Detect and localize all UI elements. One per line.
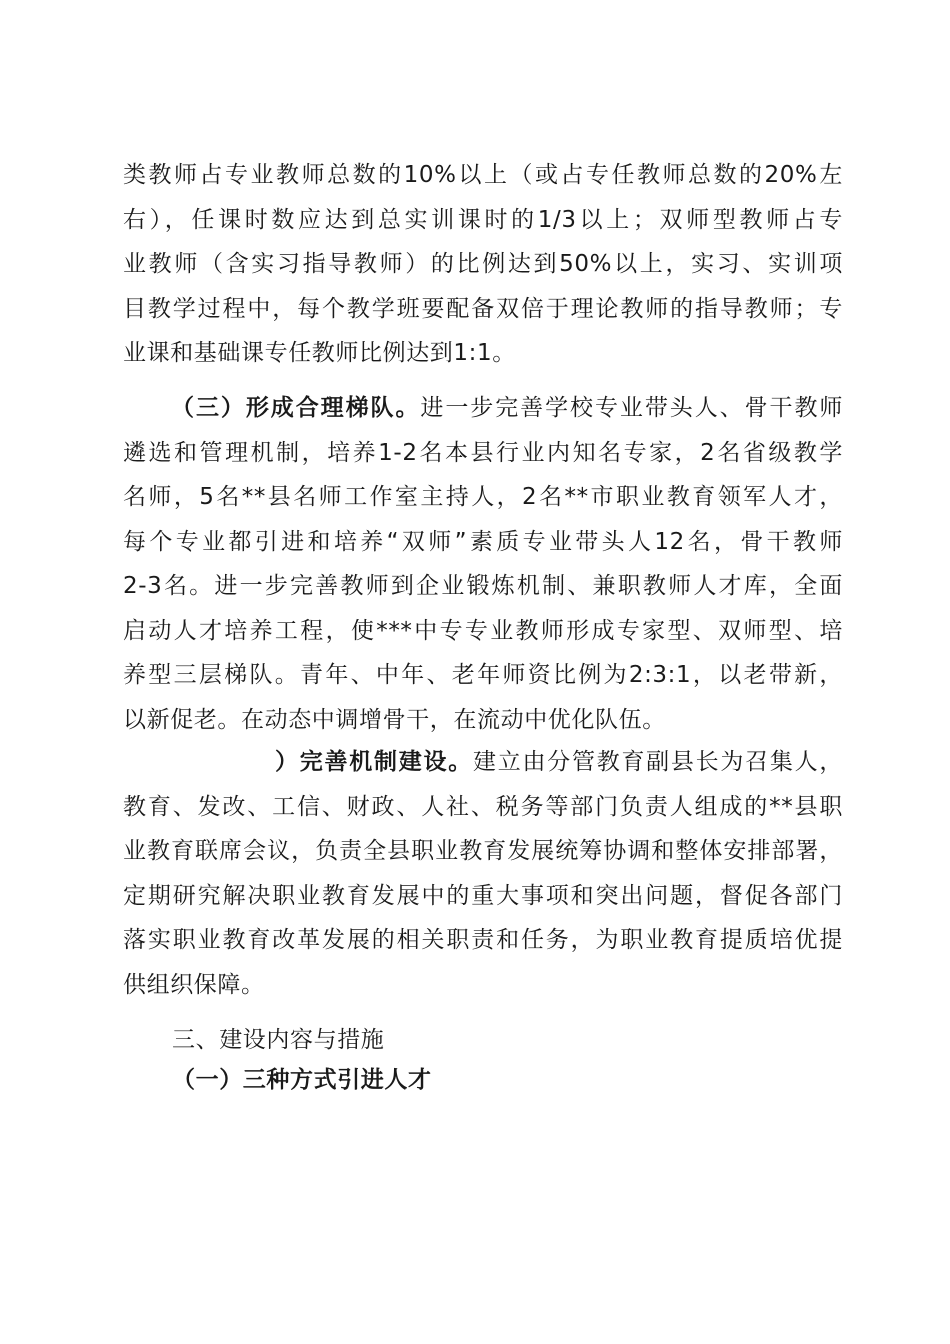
section-heading: 三、建设内容与措施 [172,1027,385,1053]
text-line: 教育、发改、工信、财政、人社、税务等部门负责人组成的**县职 [123,793,843,820]
text-line: 每个专业都引进和培养“双师”素质专业带头人12名，骨干教师 [123,528,843,555]
text-line: 养型三层梯队。青年、中年、老年师资比例为2:3:1，以老带新， [123,662,843,688]
text-line: 右），任课时数应达到总实训课时的1/3以上；双师型教师占专 [123,206,843,233]
text-line: 名师，5名**县名师工作室主持人，2名**市职业教育领军人才， [123,484,843,510]
text-line: 定期研究解决职业教育发展中的重大事项和突出问题，督促各部门 [123,882,843,909]
text-line: 2-3名。进一步完善教师到企业锻炼机制、兼职教师人才库，全面 [123,573,843,599]
text-line: 目教学过程中，每个教学班要配备双倍于理论教师的指导教师；专 [123,295,843,322]
text-line [123,386,843,431]
paragraph-mechanism [123,740,843,1007]
text-line: 以新促老。在动态中调增骨干，在流动中优化队伍。 [123,706,666,733]
text-run: 进一步完善学校专业带头人、骨干教师 [420,395,844,421]
text-line: 启动人才培养工程，使***中专专业教师形成专家型、双师型、培 [123,617,843,644]
text-line: 类教师占专业教师总数的10%以上（或占专任教师总数的20%左 [123,162,843,188]
paragraph-talent-tiers [123,386,843,742]
paragraph-lead-heading: （三）形成合理梯队。 [171,395,421,421]
paragraph-lead-heading: ）完善机制建设。 [275,749,473,775]
text-line: 业课和基础课专任教师比例达到1:1。 [123,340,516,366]
subsection-heading: （一）三种方式引进人才 [172,1067,432,1093]
text-line: 业教育联席会议，负责全县职业教育发展统筹协调和整体安排部署， [123,838,843,864]
text-run: 建立由分管教育副县长为召集人， [472,749,843,775]
text-line: 遴选和管理机制，培养1-2名本县行业内知名专家，2名省级教学 [123,439,843,466]
text-line: 业教师（含实习指导教师）的比例达到50%以上，实习、实训项 [123,251,843,277]
text-line [123,740,843,785]
paragraph-teacher-ratio [123,153,843,376]
text-line: 供组织保障。 [123,971,265,998]
text-line: 落实职业教育改革发展的相关职责和任务，为职业教育提质培优提 [123,927,843,953]
